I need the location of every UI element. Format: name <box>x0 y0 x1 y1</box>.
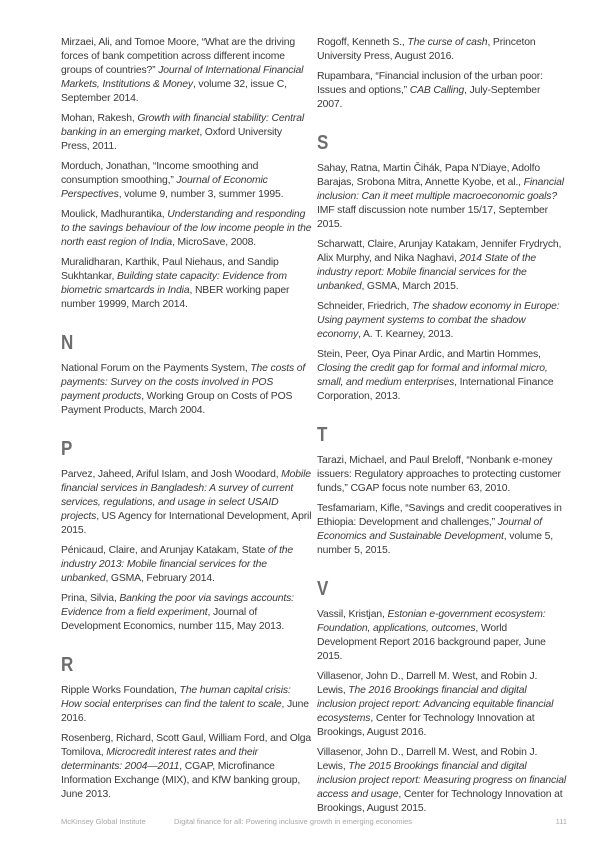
entry-text: , volume 9, number 3, summer 1995. <box>118 189 284 200</box>
bibliography-entry <box>61 36 313 106</box>
bibliography-entry <box>317 502 567 558</box>
entry-text: , volume 32, issue C, September 2014. <box>61 79 287 104</box>
entry-text: Vassil, Kristjan, <box>317 609 388 620</box>
entry-text: , CGAP, Microfinance Information Exchange (MIX), and KfW banking group, June 2013. <box>61 761 301 800</box>
entry-title-italic: Understanding and responding to the savings behaviour of the low income people in the north east region of India <box>61 209 312 248</box>
entry-text: , volume 5, number 5, 2015. <box>317 531 553 556</box>
bibliography-entry <box>317 162 567 232</box>
entry-text: Villasenor, John D., Darrell M. West, and Robin J. Lewis, <box>317 747 538 772</box>
entry-text: , June 2016. <box>61 699 309 724</box>
entry-title-italic: Journal of Economics and Sustainable Development <box>317 517 542 542</box>
entry-text: Sahay, Ratna, Martin Čihák, Papa N’Diaye, Adolfo Barajas, Srobona Mitra, Annette Kyobe, et al., <box>317 163 541 188</box>
bibliography-left-column <box>61 36 313 808</box>
bibliography-entry <box>317 70 567 112</box>
section-letter-heading: R <box>61 654 74 676</box>
entry-text: Parvez, Jaheed, Ariful Islam, and Josh Woodard, <box>61 469 282 480</box>
entry-text: , Center for Technology Innovation at Brookings, August 2015. <box>317 789 563 814</box>
entry-text: IMF staff discussion note number 15/17, September 2015. <box>317 205 548 230</box>
entry-text: Stein, Peer, Oya Pinar Ardic, and Martin Hommes, <box>317 349 541 360</box>
bibliography-entry <box>317 746 567 816</box>
entry-text: Villasenor, John D., Darrell M. West, and Robin J. Lewis, <box>317 671 538 696</box>
bibliography-entry <box>317 36 567 64</box>
footer-org: McKinsey Global Institute <box>61 817 146 826</box>
bibliography-entry <box>317 300 567 342</box>
bibliography-entry <box>61 362 313 418</box>
entry-text: National Forum on the Payments System, <box>61 363 251 374</box>
entry-text: Rupambara, “Financial inclusion of the urban poor: Issues and options,” <box>317 71 543 96</box>
entry-text: Muralidharan, Karthik, Paul Niehaus, and Sandip Sukhtankar, <box>61 257 279 282</box>
bibliography-entry <box>61 544 313 586</box>
entry-text: , NBER working paper number 19999, March 2014. <box>61 285 290 310</box>
entry-title-italic: of the industry 2013: Mobile financial services for the unbanked <box>61 545 294 584</box>
bibliography-entry <box>61 468 313 538</box>
entry-title-italic: Microcredit interest rates and their determinants: 2004—2011 <box>61 747 258 772</box>
entry-text: , Oxford University Press, 2011. <box>61 127 282 152</box>
entry-title-italic: The shadow economy in Europe: Using payment systems to combat the shadow economy <box>317 301 560 340</box>
bibliography-entry <box>61 160 313 202</box>
entry-title-italic: The costs of payments: Survey on the costs involved in POS payment products <box>61 363 306 402</box>
bibliography-entry <box>61 592 313 634</box>
entry-text: , GSMA, February 2014. <box>105 573 215 584</box>
page-number: 111 <box>555 817 567 826</box>
entry-title-italic: The 2015 Brookings financial and digital inclusion project report: Measuring progress on financial access and usage <box>317 761 567 800</box>
bibliography-entry <box>317 454 567 496</box>
entry-title-italic: The 2016 Brookings financial and digital inclusion project report: Advancing equitable financial ecosystems <box>317 685 554 724</box>
entry-text: , A. T. Kearney, 2013. <box>358 329 454 340</box>
entry-text: , International Finance Corporation, 2013. <box>317 377 554 402</box>
entry-title-italic: CAB Calling <box>409 85 465 96</box>
entry-text: , Working Group on Costs of POS Payment Products, March 2004. <box>61 391 293 416</box>
entry-text: Prina, Silvia, <box>61 593 120 604</box>
entry-text: Rosenberg, Richard, Scott Gaul, William Ford, and Olga Tomilova, <box>61 733 312 758</box>
entry-text: , Journal of Development Economics, number 115, May 2013. <box>61 607 285 632</box>
entry-text: Tesfamariam, Kifle, “Savings and credit cooperatives in Ethiopia: Development and challenges,” <box>317 503 562 528</box>
entry-text: Pénicaud, Claire, and Arunjay Katakam, State <box>61 545 268 556</box>
entry-title-italic: Estonian e-government ecosystem: Foundation, applications, outcomes <box>317 609 546 634</box>
entry-title-italic: Banking the poor via savings accounts: Evidence from a field experiment <box>61 593 294 618</box>
entry-title-italic: Journal of Economic Perspectives <box>61 175 268 200</box>
section-letter-heading: N <box>61 332 74 354</box>
entry-text: Ripple Works Foundation, <box>61 685 180 696</box>
bibliography-entry <box>61 208 313 250</box>
bibliography-entry <box>317 348 567 404</box>
entry-text: Moulick, Madhurantika, <box>61 209 168 220</box>
entry-text: , World Development Report 2016 background paper, June 2015. <box>317 623 546 662</box>
entry-title-italic: Closing the credit gap for formal and informal micro, small, and medium enterprises <box>317 363 548 388</box>
entry-text: , US Agency for International Development, April 2015. <box>61 511 312 536</box>
bibliography-entry <box>61 256 313 312</box>
entry-title-italic: The human capital crisis: How social enterprises can find the talent to scale <box>61 685 291 710</box>
section-letter-heading: V <box>317 578 329 600</box>
entry-text: , MicroSave, 2008. <box>172 237 256 248</box>
entry-text: Rogoff, Kenneth S., <box>317 37 408 48</box>
entry-text: , Princeton University Press, August 2016. <box>317 37 536 62</box>
entry-title-italic: Journal of International Financial Markets, Institutions & Money <box>61 65 304 90</box>
entry-title-italic: The curse of cash <box>407 37 488 48</box>
footer-title: Digital finance for all: Powering inclusive growth in emerging economies <box>174 817 413 826</box>
entry-text: Scharwatt, Claire, Arunjay Katakam, Jennifer Frydrych, Alix Murphy, and Nika Naghavi, <box>317 239 562 264</box>
entry-title-italic: Building state capacity: Evidence from biometric smartcards in India <box>61 271 287 296</box>
entry-title-italic: Mobile financial services in Bangladesh: A survey of current services, regulations, and usage in select USAID projects <box>61 469 311 522</box>
entry-title-italic: 2014 State of the industry report: Mobile financial services for the unbanked <box>317 253 537 292</box>
entry-text: Mirzaei, Ali, and Tomoe Moore, “What are the driving forces of bank competition across different income groups of countries?” <box>61 37 295 76</box>
bibliography-entry <box>61 732 313 802</box>
entry-text: Mohan, Rakesh, <box>61 113 138 124</box>
section-letter-heading: T <box>317 424 328 446</box>
bibliography-entry <box>317 608 567 664</box>
entry-text: Morduch, Jonathan, “Income smoothing and consumption smoothing,” <box>61 161 259 186</box>
entry-title-italic: Financial inclusion: Can it meet multiple macroeconomic goals? <box>317 177 564 202</box>
bibliography-entry <box>61 684 313 726</box>
bibliography-entry <box>61 112 313 154</box>
bibliography-entry <box>317 670 567 740</box>
bibliography-right-column <box>317 36 567 822</box>
entry-text: , GSMA, March 2015. <box>361 281 459 292</box>
section-letter-heading: P <box>61 438 73 460</box>
entry-title-italic: Growth with financial stability: Central banking in an emerging market <box>61 113 304 138</box>
entry-text: , July-September 2007. <box>317 85 541 110</box>
section-letter-heading: S <box>317 132 329 154</box>
entry-text: Tarazi, Michael, and Paul Breloff, “Nonbank e-money issuers: Regulatory approaches to protecting customer funds,” CGAP focus note number 63, 2010. <box>317 455 561 494</box>
entry-text: Schneider, Friedrich, <box>317 301 412 312</box>
entry-text: , Center for Technology Innovation at Brookings, August 2016. <box>317 713 535 738</box>
bibliography-entry <box>317 238 567 294</box>
